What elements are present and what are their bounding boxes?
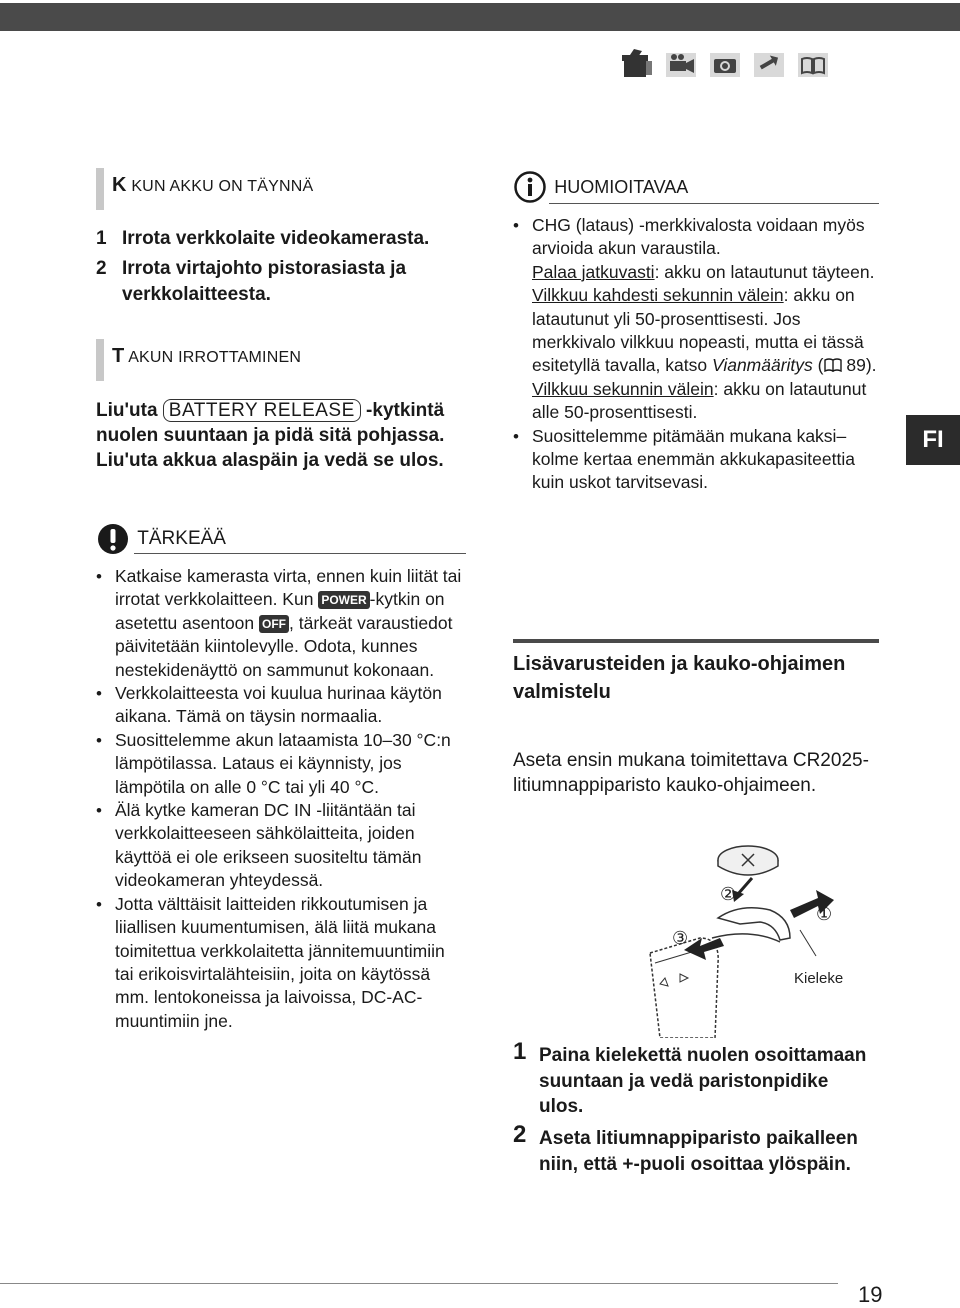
book-ref-icon [824, 358, 842, 372]
off-position-label: OFF [259, 615, 289, 633]
notes-list [513, 214, 883, 495]
section-title: KUN AKKU ON TÄYNNÄ [131, 178, 314, 195]
notes-title: HUOMIOITAVAA [554, 176, 689, 197]
list-item [96, 729, 466, 799]
section-heading-remove [112, 345, 301, 368]
step-text: Irrota verkkolaite videokamerasta. [122, 228, 430, 249]
page-ref: 89). [846, 355, 877, 376]
battery-holder [712, 908, 790, 942]
marker-1: ① [816, 904, 833, 925]
list-item-text: Älä kytke kameran DC IN -liitäntään tai verkkolaitteeseen sähkölaitteita, joiden käyttöä ei ole erikseen suositeltu tämän videokameran yhteydessä. [115, 800, 422, 891]
list-item-text: Jotta välttäisit laitteiden rikkoutumisen ja liiallisen kuumentumisen, älä liitä mukana toimitettua verkkolaitetta jännitemuuntimiin tai erikoisvirtalähteisiin, joita on käytössä mm. lentokoneissa ja laivoissa, DC-AC-muuntimiin jne. [115, 893, 445, 1031]
list-item: • CHG (lataus) -merkkivalosta voidaan myös arvioida akun varaustila. Palaa jatkuvasti: akku on latautunut täyteen. Vilkkuu kahdesti sekunnin välein: akku on latautunut yli 50-prosenttisesti. Jos merkkivalo vilkkuu nopeasti, mutta ei tässä esitetyllä tavalla, katso Vianmääritys ( 89). Vilkkuu sekunnin välein: akku on latautunut alle 50-prosenttisesti. [513, 214, 883, 425]
list-item [513, 425, 883, 495]
list-item-text: : akku on latautunut alle 50-prosenttisesti. [532, 378, 867, 423]
section-letter: K [112, 174, 127, 196]
list-item-text: : akku on latautunut täyteen. [654, 261, 875, 282]
section-bar [96, 339, 104, 381]
remote-control [650, 938, 718, 1038]
heading-rule [513, 639, 879, 643]
important-header [96, 522, 226, 556]
intro-paragraph: Aseta ensin mukana toimitettava CR2025-litiumnappiparisto kauko-ohjaimeen. [513, 750, 869, 796]
release-pre: Liu'uta [96, 400, 158, 421]
remote-battery-figure [640, 838, 880, 1038]
release-post: -kytkintä nuolen suuntaan ja pidä sitä pohjassa. Liu'uta akkua alaspäin ja vedä se ulos. [96, 400, 445, 471]
troubleshooting-link[interactable]: Vianmääritys [711, 355, 813, 376]
page-number: 19 [858, 1282, 883, 1307]
battery-release-button[interactable]: BATTERY RELEASE [163, 399, 361, 422]
divider [549, 203, 879, 204]
transfer-icon[interactable] [750, 46, 788, 82]
list-item-text: Suosittelemme pitämään mukana kaksi–kolme kertaa enemmän akkukapasiteettia kuin uskot tarvitsevasi. [532, 425, 855, 493]
list-item-text: Katkaise kamerasta virta, ennen kuin liität tai irrotat verkkolaitteen. Kun [115, 566, 462, 610]
top-bar [0, 3, 960, 31]
marker-2: ② [720, 884, 737, 905]
coin-battery [718, 846, 778, 875]
status-blink-once: Vilkkuu sekunnin välein [532, 378, 714, 399]
marker-3: ③ [672, 928, 689, 949]
list-item-text: Verkkolaitteesta voi kuulua hurinaa käytön aikana. Tämä on täysin normaalia. [115, 683, 442, 727]
power-switch-label: POWER [318, 591, 369, 609]
divider [134, 553, 466, 554]
info-icon [513, 170, 547, 204]
language-tab[interactable]: FI [906, 415, 960, 465]
important-title: TÄRKEÄÄ [137, 528, 226, 549]
list-item-text: Suosittelemme akun lataamista 10–30 °C:n lämpötilassa. Lataus ei käynnisty, jos lämpötila on alle 0 °C tai yli 40 °C. [115, 729, 451, 797]
status-continuous: Palaa jatkuvasti [532, 261, 655, 282]
step-number: 1 [513, 1038, 527, 1065]
list-item [96, 682, 466, 729]
section-bar [96, 168, 104, 210]
step-text: Aseta litiumnappiparisto paikalleen niin, että +-puoli osoittaa ylöspäin. [539, 1128, 858, 1175]
step-number: 2 [96, 258, 107, 279]
section-heading: Lisävarusteiden ja kauko-ohjaimen valmistelu [513, 653, 846, 703]
toolbox-icon[interactable] [618, 46, 656, 82]
list-item [96, 799, 466, 893]
list-item-text: , tärkeät varaustiedot päivitetään kiintolevylle. Odota, kunnes nestekidenäyttö on sammunut kokonaan. [115, 612, 453, 680]
step-text: Paina kielekettä nuolen osoittamaan suuntaan ja vedä paristonpidike ulos. [539, 1045, 867, 1117]
chapter-icons [618, 46, 832, 86]
list-item-text: CHG (lataus) -merkkivalosta voidaan myös arvioida akun varaustila. [532, 215, 865, 259]
footer-rule [0, 1283, 838, 1284]
camcorder-icon[interactable] [662, 46, 700, 82]
step-text: Irrota virtajohto pistorasiasta ja verkkolaitteesta. [122, 258, 407, 305]
list-item [96, 893, 466, 1033]
section-title: AKUN IRROTTAMINEN [128, 349, 302, 366]
book-icon[interactable] [794, 46, 832, 82]
status-blink-twice: Vilkkuu kahdesti sekunnin välein [532, 285, 784, 306]
release-instructions [96, 398, 456, 473]
important-list [96, 565, 466, 1033]
section-heading-full [112, 174, 313, 197]
section-letter: T [112, 345, 125, 367]
list-item [96, 565, 466, 682]
notes-header [513, 170, 688, 204]
camera-icon[interactable] [706, 46, 744, 82]
tab-label: Kieleke [794, 970, 844, 987]
step-number: 1 [96, 228, 107, 249]
list-item-text: : akku on latautunut yli 50-prosenttisesti. Jos merkkivalo vilkkuu nopeasti, mutta ei tässä esitetyllä tavalla, katso [532, 285, 864, 376]
list-item-text: -kytkin on asetettu asentoon [115, 589, 445, 633]
warning-icon [96, 522, 130, 556]
step-number: 2 [513, 1121, 527, 1148]
